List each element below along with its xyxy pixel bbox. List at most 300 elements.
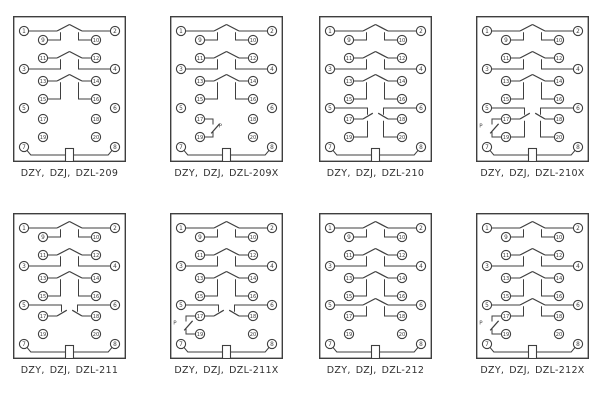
contact-post-wire xyxy=(205,229,218,237)
terminal-number: 16 xyxy=(398,97,406,104)
mounting-tab xyxy=(529,149,537,162)
terminal-number: 16 xyxy=(555,97,563,104)
terminal-number: 1 xyxy=(485,226,489,233)
terminal-number: 20 xyxy=(249,332,257,339)
contact-post-wire xyxy=(492,108,525,115)
contact-post-wire xyxy=(354,279,367,296)
contact-post-wire xyxy=(79,32,92,40)
relay-case-outline xyxy=(171,17,283,162)
terminal-number: 5 xyxy=(22,106,26,113)
terminal-number: 5 xyxy=(179,106,183,113)
terminal-number: 9 xyxy=(347,235,351,242)
contact-blade xyxy=(533,249,546,256)
bus-wire xyxy=(184,150,223,155)
terminal-number: 7 xyxy=(328,145,332,152)
contact-post-wire xyxy=(79,82,92,99)
contact-post-wire xyxy=(542,32,555,40)
terminal-number: 15 xyxy=(345,294,353,301)
terminal-number: 19 xyxy=(196,332,204,339)
contact-blade xyxy=(363,25,376,32)
terminal-number: 12 xyxy=(249,253,257,260)
mounting-tab xyxy=(372,149,380,162)
terminal-number: 3 xyxy=(22,67,26,74)
terminal-number: 16 xyxy=(249,294,257,301)
terminal-number: 13 xyxy=(502,79,510,86)
contact-post-wire xyxy=(385,32,398,40)
terminal-number: 2 xyxy=(270,226,274,233)
contact-blade xyxy=(214,272,227,279)
terminal-number: 12 xyxy=(92,56,100,63)
contact-post-wire xyxy=(186,305,219,312)
terminal-number: 4 xyxy=(419,67,423,74)
terminal-number: 11 xyxy=(39,56,47,63)
terminal-number: 17 xyxy=(196,117,204,124)
mounting-tab xyxy=(66,149,74,162)
terminal-diagram-svg xyxy=(170,16,283,162)
contact-post-wire xyxy=(48,32,61,40)
contact-post-wire xyxy=(385,279,398,296)
contact-post-wire xyxy=(205,82,218,99)
terminal-number: 19 xyxy=(502,135,510,142)
terminal-number: 4 xyxy=(113,264,117,271)
terminal-diagram-svg xyxy=(170,213,283,359)
contact-blade xyxy=(70,52,83,59)
contact-post-wire xyxy=(205,32,218,40)
terminal-number: 18 xyxy=(249,117,257,124)
terminal-number: 16 xyxy=(249,97,257,104)
terminal-number: 9 xyxy=(198,38,202,45)
contact-blade xyxy=(70,25,83,32)
terminal-number: 2 xyxy=(113,29,117,36)
diagram-label: DZY, DZJ, DZL-212 xyxy=(326,365,425,376)
terminal-number: 12 xyxy=(249,56,257,63)
terminal-number: 15 xyxy=(196,294,204,301)
contact-blade xyxy=(214,222,227,229)
diagram-label: DZY, DZJ, DZL-209X xyxy=(174,168,279,179)
contact-blade xyxy=(227,272,240,279)
terminal-number: 3 xyxy=(328,264,332,271)
contact-blade xyxy=(520,25,533,32)
terminal-number: 20 xyxy=(398,135,406,142)
terminal-number: 13 xyxy=(345,79,353,86)
contact-blade xyxy=(214,25,227,32)
terminal-number: 3 xyxy=(485,264,489,271)
terminal-number: 4 xyxy=(419,264,423,271)
terminal-number: 6 xyxy=(419,303,423,310)
terminal-diagram-svg xyxy=(476,213,589,359)
terminal-diagram-svg xyxy=(319,16,432,162)
terminal-number: 6 xyxy=(576,106,580,113)
contact-blade xyxy=(227,222,240,229)
terminal-number: 3 xyxy=(328,67,332,74)
terminal-number: 2 xyxy=(419,226,423,233)
terminal-number: 9 xyxy=(504,235,508,242)
terminal-number: 20 xyxy=(398,332,406,339)
p-button-wire xyxy=(186,316,195,322)
terminal-number: 13 xyxy=(196,276,204,283)
diagram-label: DZY, DZJ, DZL-210X xyxy=(480,168,585,179)
terminal-number: 16 xyxy=(555,294,563,301)
terminal-number: 16 xyxy=(92,97,100,104)
terminal-diagram-svg xyxy=(319,213,432,359)
mounting-tab xyxy=(372,346,380,359)
mounting-tab xyxy=(66,346,74,359)
terminal-number: 14 xyxy=(555,79,563,86)
terminal-number: 8 xyxy=(113,145,117,152)
terminal-number: 16 xyxy=(92,294,100,301)
relay-diagram-cell xyxy=(13,213,126,376)
mounting-tab xyxy=(223,149,231,162)
contact-blade xyxy=(376,299,389,306)
terminal-number: 8 xyxy=(270,342,274,349)
bus-wire xyxy=(231,150,270,155)
terminal-number: 1 xyxy=(179,29,183,36)
terminal-number: 15 xyxy=(39,294,47,301)
contact-post-wire xyxy=(48,279,61,296)
diagram-label: DZY, DZJ, DZL-211X xyxy=(174,365,279,376)
terminal-number: 10 xyxy=(92,38,100,45)
contact-post-wire xyxy=(79,229,92,237)
terminal-number: 17 xyxy=(345,117,353,124)
relay-diagram-cell xyxy=(476,16,589,179)
terminal-number: 2 xyxy=(113,226,117,233)
terminal-number: 17 xyxy=(502,117,510,124)
contact-blade xyxy=(70,75,83,82)
terminal-number: 15 xyxy=(345,97,353,104)
relay-case-outline xyxy=(171,214,283,359)
contact-blade xyxy=(533,272,546,279)
contact-post-wire xyxy=(79,279,92,296)
contact-post-wire xyxy=(48,229,61,237)
contact-post-wire xyxy=(48,82,61,99)
contact-post-wire xyxy=(541,121,555,137)
terminal-number: 14 xyxy=(92,79,100,86)
terminal-number: 10 xyxy=(92,235,100,242)
terminal-number: 3 xyxy=(179,264,183,271)
contact-post-wire xyxy=(235,305,268,312)
contact-blade xyxy=(490,124,498,134)
terminal-number: 11 xyxy=(345,253,353,260)
contact-blade xyxy=(520,272,533,279)
contact-blade xyxy=(376,52,389,59)
relay-diagram-cell xyxy=(476,213,589,376)
terminal-number: 18 xyxy=(92,117,100,124)
terminal-number: 12 xyxy=(398,56,406,63)
terminal-number: 19 xyxy=(39,332,47,339)
diagram-label: DZY, DZJ, DZL-212X xyxy=(480,365,585,376)
terminal-number: 11 xyxy=(39,253,47,260)
terminal-number: 6 xyxy=(113,303,117,310)
terminal-number: 19 xyxy=(502,332,510,339)
terminal-number: 4 xyxy=(270,67,274,74)
bus-wire xyxy=(27,150,66,155)
terminal-number: 8 xyxy=(419,145,423,152)
terminal-number: 18 xyxy=(555,314,563,321)
terminal-number: 15 xyxy=(39,97,47,104)
terminal-number: 1 xyxy=(485,29,489,36)
relay-case-outline xyxy=(477,17,589,162)
contact-blade xyxy=(227,249,240,256)
terminal-number: 8 xyxy=(419,342,423,349)
terminal-number: 12 xyxy=(555,56,563,63)
terminal-number: 12 xyxy=(555,253,563,260)
relay-case-outline xyxy=(320,17,432,162)
diagram-label: DZY, DZJ, DZL-210 xyxy=(326,168,425,179)
terminal-diagram-svg xyxy=(13,16,126,162)
terminal-number: 1 xyxy=(22,29,26,36)
p-button-wire xyxy=(492,132,501,137)
contact-blade xyxy=(533,299,546,306)
p-button-wire xyxy=(492,119,501,125)
bus-wire xyxy=(74,150,113,155)
terminal-number: 15 xyxy=(196,97,204,104)
contact-post-wire xyxy=(78,305,111,312)
mounting-tab xyxy=(529,346,537,359)
terminal-number: 18 xyxy=(249,314,257,321)
terminal-number: 17 xyxy=(345,314,353,321)
contact-blade xyxy=(533,52,546,59)
terminal-number: 6 xyxy=(270,106,274,113)
terminal-number: 5 xyxy=(179,303,183,310)
terminal-number: 8 xyxy=(576,145,580,152)
contact-blade xyxy=(376,222,389,229)
contact-post-wire xyxy=(354,82,367,99)
relay-diagram-cell xyxy=(13,16,126,179)
terminal-number: 16 xyxy=(398,294,406,301)
terminal-number: 19 xyxy=(345,135,353,142)
terminal-number: 5 xyxy=(22,303,26,310)
contact-blade xyxy=(363,52,376,59)
mounting-tab xyxy=(223,346,231,359)
terminal-number: 13 xyxy=(345,276,353,283)
contact-blade xyxy=(57,249,70,256)
contact-blade xyxy=(214,52,227,59)
terminal-number: 14 xyxy=(92,276,100,283)
terminal-number: 20 xyxy=(92,332,100,339)
terminal-number: 1 xyxy=(179,226,183,233)
relay-case-outline xyxy=(477,214,589,359)
terminal-number: 10 xyxy=(249,38,257,45)
terminal-number: 14 xyxy=(555,276,563,283)
contact-blade xyxy=(520,249,533,256)
contact-blade xyxy=(70,272,83,279)
terminal-number: 15 xyxy=(502,97,510,104)
terminal-number: 10 xyxy=(398,38,406,45)
terminal-number: 7 xyxy=(485,145,489,152)
contact-blade xyxy=(57,25,70,32)
terminal-number: 7 xyxy=(328,342,332,349)
terminal-number: 10 xyxy=(249,235,257,242)
bus-wire xyxy=(490,150,529,155)
terminal-number: 14 xyxy=(249,79,257,86)
contact-post-wire xyxy=(542,279,555,296)
p-button-wire xyxy=(205,119,213,125)
contact-post-wire xyxy=(511,279,524,296)
contact-blade xyxy=(376,25,389,32)
bus-wire xyxy=(184,347,223,352)
contact-blade xyxy=(376,249,389,256)
contact-blade xyxy=(70,249,83,256)
terminal-number: 1 xyxy=(328,29,332,36)
terminal-number: 2 xyxy=(270,29,274,36)
terminal-number: 4 xyxy=(270,264,274,271)
bus-wire xyxy=(27,347,66,352)
terminal-number: 9 xyxy=(41,38,45,45)
contact-blade xyxy=(520,52,533,59)
terminal-number: 20 xyxy=(92,135,100,142)
contact-post-wire xyxy=(354,32,367,40)
bus-wire xyxy=(537,347,576,352)
terminal-number: 2 xyxy=(576,226,580,233)
terminal-number: 7 xyxy=(22,145,26,152)
contact-blade xyxy=(214,75,227,82)
contact-post-wire xyxy=(385,82,398,99)
terminal-number: 11 xyxy=(196,253,204,260)
diagram-label: DZY, DZJ, DZL-211 xyxy=(20,365,119,376)
contact-post-wire xyxy=(354,121,368,137)
p-button-label: P xyxy=(218,123,222,130)
terminal-number: 8 xyxy=(576,342,580,349)
contact-blade xyxy=(363,222,376,229)
terminal-number: 20 xyxy=(555,332,563,339)
terminal-number: 1 xyxy=(328,226,332,233)
relay-case-outline xyxy=(14,214,126,359)
terminal-number: 4 xyxy=(576,264,580,271)
terminal-number: 4 xyxy=(113,67,117,74)
contact-blade xyxy=(490,321,498,331)
terminal-number: 5 xyxy=(485,303,489,310)
terminal-number: 6 xyxy=(270,303,274,310)
bus-wire xyxy=(537,150,576,155)
contact-post-wire xyxy=(385,229,398,237)
contact-blade xyxy=(57,272,70,279)
terminal-number: 1 xyxy=(22,226,26,233)
terminal-number: 4 xyxy=(576,67,580,74)
p-button-wire xyxy=(492,316,501,322)
terminal-number: 12 xyxy=(92,253,100,260)
contact-blade xyxy=(70,222,83,229)
contact-post-wire xyxy=(236,32,249,40)
contact-blade xyxy=(376,272,389,279)
terminal-number: 19 xyxy=(196,135,204,142)
terminal-number: 13 xyxy=(196,79,204,86)
contact-blade xyxy=(57,75,70,82)
terminal-number: 2 xyxy=(419,29,423,36)
contact-post-wire xyxy=(354,229,367,237)
contact-post-wire xyxy=(384,121,398,137)
contact-post-wire xyxy=(511,229,524,237)
contact-blade xyxy=(227,52,240,59)
terminal-number: 13 xyxy=(39,79,47,86)
contact-blade xyxy=(363,249,376,256)
terminal-number: 9 xyxy=(504,38,508,45)
p-button-label: P xyxy=(479,320,483,327)
bus-wire xyxy=(380,347,419,352)
terminal-number: 17 xyxy=(39,314,47,321)
contact-blade xyxy=(227,25,240,32)
relay-diagram-cell xyxy=(170,16,283,179)
contact-post-wire xyxy=(542,82,555,99)
relay-case-outline xyxy=(14,17,126,162)
contact-blade xyxy=(363,75,376,82)
bus-wire xyxy=(333,347,372,352)
contact-post-wire xyxy=(29,305,62,312)
contact-blade xyxy=(57,222,70,229)
terminal-number: 18 xyxy=(555,117,563,124)
terminal-number: 10 xyxy=(398,235,406,242)
terminal-number: 11 xyxy=(345,56,353,63)
terminal-number: 17 xyxy=(502,314,510,321)
contact-post-wire xyxy=(541,108,574,115)
p-button-label: P xyxy=(479,123,483,130)
bus-wire xyxy=(333,150,372,155)
terminal-number: 7 xyxy=(485,342,489,349)
p-button-wire xyxy=(492,329,501,334)
bus-wire xyxy=(490,347,529,352)
terminal-number: 8 xyxy=(270,145,274,152)
contact-blade xyxy=(376,75,389,82)
p-button-label: P xyxy=(173,320,177,327)
terminal-number: 18 xyxy=(398,314,406,321)
terminal-number: 19 xyxy=(39,135,47,142)
terminal-number: 8 xyxy=(113,342,117,349)
terminal-number: 3 xyxy=(22,264,26,271)
contact-blade xyxy=(227,75,240,82)
contact-post-wire xyxy=(236,82,249,99)
terminal-number: 10 xyxy=(555,38,563,45)
bus-wire xyxy=(231,347,270,352)
contact-blade xyxy=(363,272,376,279)
terminal-number: 14 xyxy=(398,79,406,86)
terminal-number: 7 xyxy=(22,342,26,349)
contact-post-wire xyxy=(205,279,218,296)
terminal-number: 5 xyxy=(328,303,332,310)
contact-post-wire xyxy=(335,108,368,115)
contact-post-wire xyxy=(236,279,249,296)
contact-post-wire xyxy=(511,121,525,137)
contact-blade xyxy=(520,299,533,306)
terminal-number: 14 xyxy=(398,276,406,283)
relay-case-outline xyxy=(320,214,432,359)
terminal-number: 6 xyxy=(419,106,423,113)
contact-blade xyxy=(533,25,546,32)
terminal-number: 17 xyxy=(196,314,204,321)
contact-blade xyxy=(57,52,70,59)
contact-post-wire xyxy=(511,32,524,40)
terminal-diagram-svg xyxy=(476,16,589,162)
terminal-number: 5 xyxy=(485,106,489,113)
terminal-number: 3 xyxy=(179,67,183,74)
contact-post-wire xyxy=(384,108,417,115)
terminal-number: 14 xyxy=(249,276,257,283)
contact-blade xyxy=(520,75,533,82)
contact-blade xyxy=(533,222,546,229)
contact-post-wire xyxy=(236,229,249,237)
contact-blade xyxy=(520,222,533,229)
terminal-number: 13 xyxy=(39,276,47,283)
relay-diagram-cell xyxy=(170,213,283,376)
terminal-number: 18 xyxy=(92,314,100,321)
terminal-diagram-svg xyxy=(13,213,126,359)
bus-wire xyxy=(74,347,113,352)
contact-post-wire xyxy=(385,306,398,316)
terminal-number: 20 xyxy=(249,135,257,142)
contact-blade xyxy=(184,321,192,331)
terminal-number: 13 xyxy=(502,276,510,283)
p-button-wire xyxy=(186,329,195,334)
contact-blade xyxy=(363,299,376,306)
terminal-number: 5 xyxy=(328,106,332,113)
